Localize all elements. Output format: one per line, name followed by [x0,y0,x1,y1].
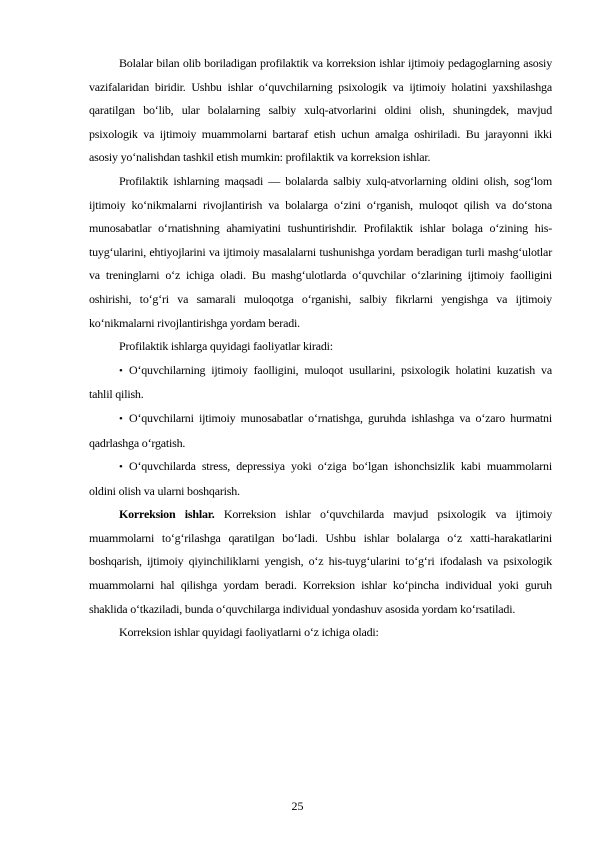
bullet-icon: • [119,412,123,425]
list-item [89,359,552,407]
page-content [89,52,552,645]
list-item [89,455,552,503]
list-item-text: O‘quvchilarda stress, depressiya yoki o‘ziga bo‘lgan ishonchsizlik kabi muammolarni oldini olish va ularni boshqarish. [89,459,552,498]
list-item-text: O‘quvchilarni ijtimoiy munosabatlar o‘rnatishga, guruhda ishlashga va o‘zaro hurmatni qadrlashga o‘rgatish. [89,410,552,450]
paragraph-korreksion-list-heading: Korreksion ishlar quyidagi faoliyatlarni o‘z ichiga oladi: [119,625,379,640]
bullet-icon: • [119,364,123,377]
paragraph-profilaktik-goal: Profilaktik ishlarning maqsadi — bolalarda salbiy xulq-atvorlarning oldini olish, sog‘lom ijtimoiy ko‘nikmalarni rivojlantirish va bolalarga o‘zini o‘rganish, muloqot qilish va do‘stona munosabatlar o‘rnatishning ahamiyatini tushuntirishdir. Profilaktik ishlar bolaga o‘zining his-tuyg‘ularini, ehtiyojlarini va ijtimoiy masalalarni tushunishga yordam beradigan turli mashg‘ulotlar va treninglarni o‘z ichiga oladi. Bu mashg‘ulotlarda o‘quvchilar o‘zlarining ijtimoiy faolligini oshirishi, to‘g‘ri va samarali muloqotga o‘rganishi, salbiy fikrlarni yengishga va ijtimoiy ko‘nikmalarni rivojlantirishga yordam beradi. [89,173,552,330]
list-item [89,407,552,455]
paragraph-intro: Bolalar bilan olib boriladigan profilaktik va korreksion ishlar ijtimoiy pedagoglarning asosiy vazifalaridan biridir. Ushbu ishlar o‘quvchilarning psixologik va ijtimoiy holatini yaxshilashga qaratilgan bo‘lib, ular bolalarning salbiy xulq-atvorlarini oldini olish, shuningdek, mavjud psixologik va ijtimoiy muammolarni bartaraf etish uchun amalga oshiriladi. Bu jarayonni ikki asosiy yo‘nalishdan tashkil etish mumkin: profilaktik va korreksion ishlar. [89,56,552,165]
paragraph-korreksion [89,503,552,621]
paragraph-profilaktik-list-heading: Profilaktik ishlarga quyidagi faoliyatlar kiradi: [119,339,333,354]
bullet-icon: • [119,461,123,474]
korreksion-heading: Korreksion ishlar. [119,507,215,522]
page-number: 25 [291,799,304,813]
list-item-text: O‘quvchilarning ijtimoiy faolligini, muloqot usullarini, psixologik holatini kuzatish va tahlil qilish. [89,362,552,402]
korreksion-text: Korreksion ishlar o‘quvchilarda mavjud psixologik va ijtimoiy muammolarni to‘g‘rilashga qaratilgan bo‘ladi. Ushbu ishlar bolalarga o‘z xatti-harakatlarini boshqarish, ijtimoiy qiyinchiliklarni yengish, o‘z his-tuyg‘ularini to‘g‘ri ifodalash va psixologik muammolarni hal qilishga yordam beradi. Korreksion ishlar ko‘pincha individual yoki guruh shaklida o‘tkaziladi, bunda o‘quvchilarga individual yondashuv asosida yordam ko‘rsatiladi. [89,507,552,616]
